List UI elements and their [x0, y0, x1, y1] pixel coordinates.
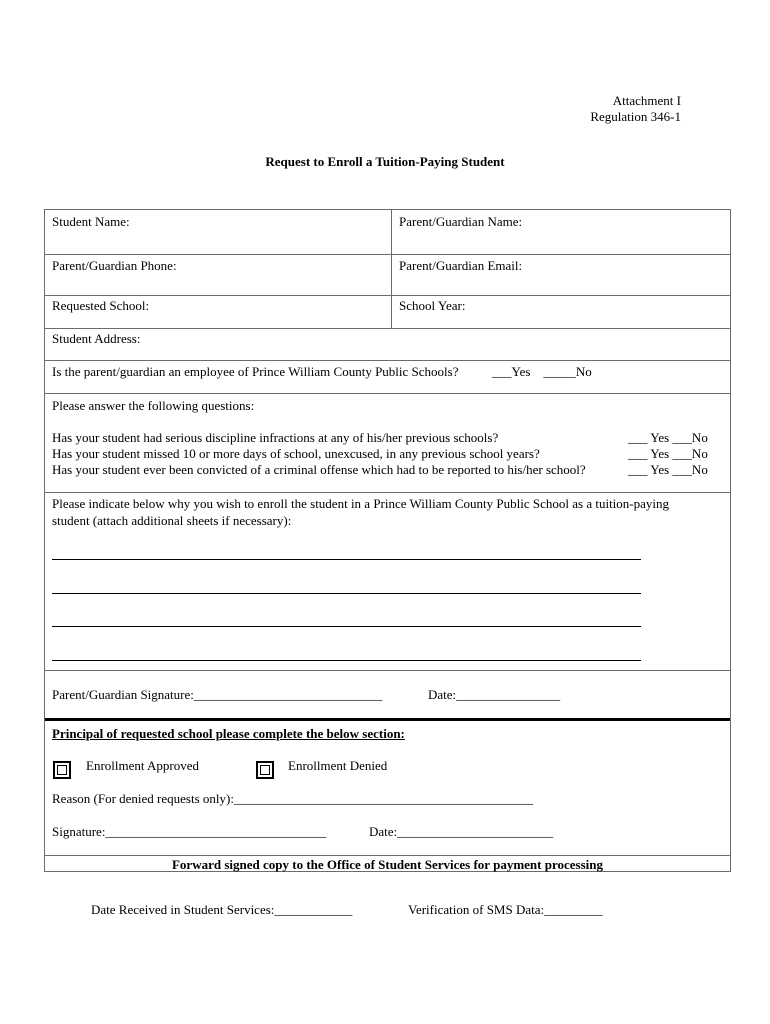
student-address-field[interactable]: Student Address: — [52, 331, 141, 346]
question-absences: Has your student missed 10 or more days of school, unexcused, in any previous school years? — [52, 446, 540, 461]
principal-date-field[interactable]: Date:________________________ — [369, 824, 554, 839]
school-year-field[interactable]: School Year: — [399, 298, 466, 313]
denied-label: Enrollment Denied — [288, 758, 388, 773]
date-received-field[interactable]: Date Received in Student Services:____________ — [91, 902, 353, 917]
section-divider — [45, 718, 730, 721]
reason-prompt-line1: Please indicate below why you wish to enroll the student in a Prince William County Public School as a tuition-paying — [52, 496, 670, 511]
requested-school-field[interactable]: Requested School: — [52, 298, 150, 313]
row-divider — [45, 670, 730, 671]
student-name-field[interactable]: Student Name: — [52, 214, 130, 229]
denied-checkbox[interactable] — [256, 761, 274, 779]
question-criminal: Has your student ever been convicted of a criminal offense which had to be reported to his/her school? — [52, 462, 586, 477]
row-divider — [45, 492, 730, 493]
questions-intro: Please answer the following questions: — [52, 398, 255, 413]
reason-line[interactable] — [52, 626, 641, 627]
approved-checkbox[interactable] — [53, 761, 71, 779]
guardian-phone-field[interactable]: Parent/Guardian Phone: — [52, 258, 177, 273]
reason-line[interactable] — [52, 660, 641, 661]
approved-label: Enrollment Approved — [86, 758, 200, 773]
guardian-signature-field[interactable]: Parent/Guardian Signature:_____________________________ — [52, 687, 383, 702]
column-divider — [391, 210, 392, 328]
row-divider — [45, 393, 730, 394]
employee-question: Is the parent/guardian an employee of Prince William County Public Schools? — [52, 364, 459, 379]
denial-reason-field[interactable]: Reason (For denied requests only):______________________________________________ — [52, 791, 533, 806]
reason-line[interactable] — [52, 559, 641, 560]
guardian-date-field[interactable]: Date:________________ — [428, 687, 561, 702]
form-title: Request to Enroll a Tuition-Paying Student — [265, 154, 505, 169]
question-discipline: Has your student had serious discipline infractions at any of his/her previous schools? — [52, 430, 499, 445]
enrollment-form — [44, 209, 731, 872]
row-divider — [45, 360, 730, 361]
reason-line[interactable] — [52, 593, 641, 594]
principal-signature-field[interactable]: Signature:__________________________________ — [52, 824, 327, 839]
question-absences-options[interactable]: ___ Yes ___No — [628, 446, 708, 461]
forward-note: Forward signed copy to the Office of Student Services for payment processing — [171, 857, 603, 872]
row-divider — [45, 328, 730, 329]
attachment-header — [590, 93, 681, 125]
principal-heading: Principal of requested school please complete the below section: — [52, 726, 405, 741]
employee-options[interactable]: ___Yes _____No — [492, 364, 592, 379]
row-divider — [45, 855, 730, 856]
regulation-label: Regulation 346-1 — [590, 109, 681, 124]
question-criminal-options[interactable]: ___ Yes ___No — [628, 462, 708, 477]
attachment-label: Attachment I — [612, 93, 681, 108]
guardian-email-field[interactable]: Parent/Guardian Email: — [399, 258, 523, 273]
reason-prompt-line2: student (attach additional sheets if necessary): — [52, 513, 292, 528]
row-divider — [45, 254, 730, 255]
question-discipline-options[interactable]: ___ Yes ___No — [628, 430, 708, 445]
guardian-name-field[interactable]: Parent/Guardian Name: — [399, 214, 523, 229]
sms-verification-field[interactable]: Verification of SMS Data:_________ — [408, 902, 603, 917]
row-divider — [45, 295, 730, 296]
